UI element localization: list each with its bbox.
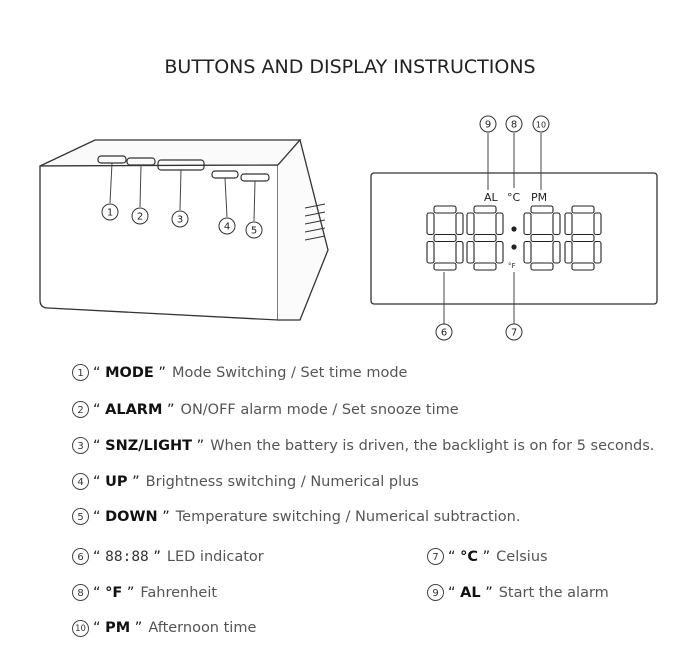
open-quote: “ bbox=[93, 620, 106, 636]
open-quote: “ bbox=[448, 549, 461, 565]
instruction-key: UP bbox=[105, 474, 128, 490]
close-quote: ” bbox=[153, 365, 166, 381]
open-quote: “ bbox=[448, 585, 461, 601]
colon-dot-1 bbox=[511, 226, 516, 231]
open-quote: “ bbox=[93, 365, 106, 381]
instruction-description: LED indicator bbox=[166, 549, 264, 565]
device-callout-4 bbox=[219, 218, 235, 234]
svg-text:6: 6 bbox=[440, 327, 448, 339]
open-quote: “ bbox=[93, 402, 106, 418]
instruction-description: When the battery is driven, the backlight is on for 5 seconds. bbox=[210, 438, 655, 454]
al-indicator: AL bbox=[484, 191, 498, 204]
instruction-number: 3 bbox=[72, 437, 89, 454]
instruction-key: 88:88 bbox=[105, 549, 149, 565]
instruction-description: Celsius bbox=[496, 549, 548, 565]
svg-text:2: 2 bbox=[136, 211, 144, 223]
close-quote: ” bbox=[130, 620, 143, 636]
close-quote: ” bbox=[148, 549, 161, 565]
instruction-9 bbox=[427, 584, 609, 601]
instruction-6 bbox=[72, 548, 264, 565]
open-quote: “ bbox=[93, 585, 106, 601]
device-callout-1 bbox=[102, 204, 118, 220]
display-callout-10 bbox=[533, 116, 549, 132]
display-callout-6 bbox=[436, 324, 452, 340]
svg-text:4: 4 bbox=[223, 221, 231, 233]
open-quote: “ bbox=[93, 549, 106, 565]
display-callout-9 bbox=[480, 116, 496, 132]
instruction-4 bbox=[72, 473, 419, 490]
instruction-description: Brightness switching / Numerical plus bbox=[145, 474, 419, 490]
instruction-number: 4 bbox=[72, 473, 89, 490]
svg-text:3: 3 bbox=[176, 214, 184, 226]
pm-indicator: PM bbox=[531, 191, 548, 204]
open-quote: “ bbox=[93, 438, 106, 454]
instruction-key: AL bbox=[460, 585, 481, 601]
instruction-description: Temperature switching / Numerical subtraction. bbox=[175, 509, 521, 525]
svg-text:10: 10 bbox=[535, 120, 547, 130]
instruction-2 bbox=[72, 401, 459, 418]
device-callout-3 bbox=[172, 211, 188, 227]
instruction-number: 6 bbox=[72, 548, 89, 565]
instruction-description: Start the alarm bbox=[498, 585, 609, 601]
instruction-key: °F bbox=[105, 585, 123, 601]
open-quote: “ bbox=[93, 509, 106, 525]
instruction-8 bbox=[72, 584, 217, 601]
close-quote: ” bbox=[478, 549, 491, 565]
instruction-number: 5 bbox=[72, 508, 89, 525]
colon-dot-2 bbox=[511, 244, 516, 249]
device-callout-2 bbox=[132, 208, 148, 224]
close-quote: ” bbox=[162, 402, 175, 418]
instruction-10 bbox=[72, 620, 256, 637]
celsius-indicator: °C bbox=[507, 191, 521, 204]
instruction-description: Fahrenheit bbox=[140, 585, 218, 601]
instruction-number: 10 bbox=[72, 620, 89, 637]
close-quote: ” bbox=[122, 585, 135, 601]
instruction-number: 9 bbox=[427, 584, 444, 601]
close-quote: ” bbox=[192, 438, 205, 454]
svg-text:7: 7 bbox=[510, 327, 518, 339]
instruction-key: PM bbox=[105, 620, 131, 636]
close-quote: ” bbox=[157, 509, 170, 525]
instruction-5 bbox=[72, 508, 520, 525]
svg-text:8: 8 bbox=[510, 119, 518, 131]
svg-text:1: 1 bbox=[106, 207, 114, 219]
close-quote: ” bbox=[127, 474, 140, 490]
instruction-number: 1 bbox=[72, 364, 89, 381]
fahrenheit-indicator: °F bbox=[508, 262, 516, 270]
instruction-key: °C bbox=[460, 549, 479, 565]
page-title: BUTTONS AND DISPLAY INSTRUCTIONS bbox=[164, 56, 536, 78]
instruction-key: DOWN bbox=[105, 509, 158, 525]
close-quote: ” bbox=[480, 585, 493, 601]
instruction-3 bbox=[72, 437, 654, 454]
open-quote: “ bbox=[93, 474, 106, 490]
device-callout-5 bbox=[246, 222, 262, 238]
clock-device-illustration bbox=[40, 140, 328, 320]
instruction-number: 7 bbox=[427, 548, 444, 565]
instruction-key: SNZ/LIGHT bbox=[105, 438, 193, 454]
instruction-description: ON/OFF alarm mode / Set snooze time bbox=[180, 402, 459, 418]
instruction-number: 2 bbox=[72, 401, 89, 418]
svg-text:9: 9 bbox=[484, 119, 492, 131]
instruction-description: Afternoon time bbox=[148, 620, 257, 636]
display-callout-8 bbox=[506, 116, 522, 132]
instruction-key: ALARM bbox=[105, 402, 163, 418]
instruction-key: MODE bbox=[105, 365, 154, 381]
instruction-description: Mode Switching / Set time mode bbox=[171, 365, 408, 381]
instruction-7 bbox=[427, 548, 548, 565]
display-callout-7 bbox=[506, 324, 522, 340]
svg-text:5: 5 bbox=[250, 225, 258, 237]
instruction-1 bbox=[72, 364, 407, 381]
instruction-number: 8 bbox=[72, 584, 89, 601]
